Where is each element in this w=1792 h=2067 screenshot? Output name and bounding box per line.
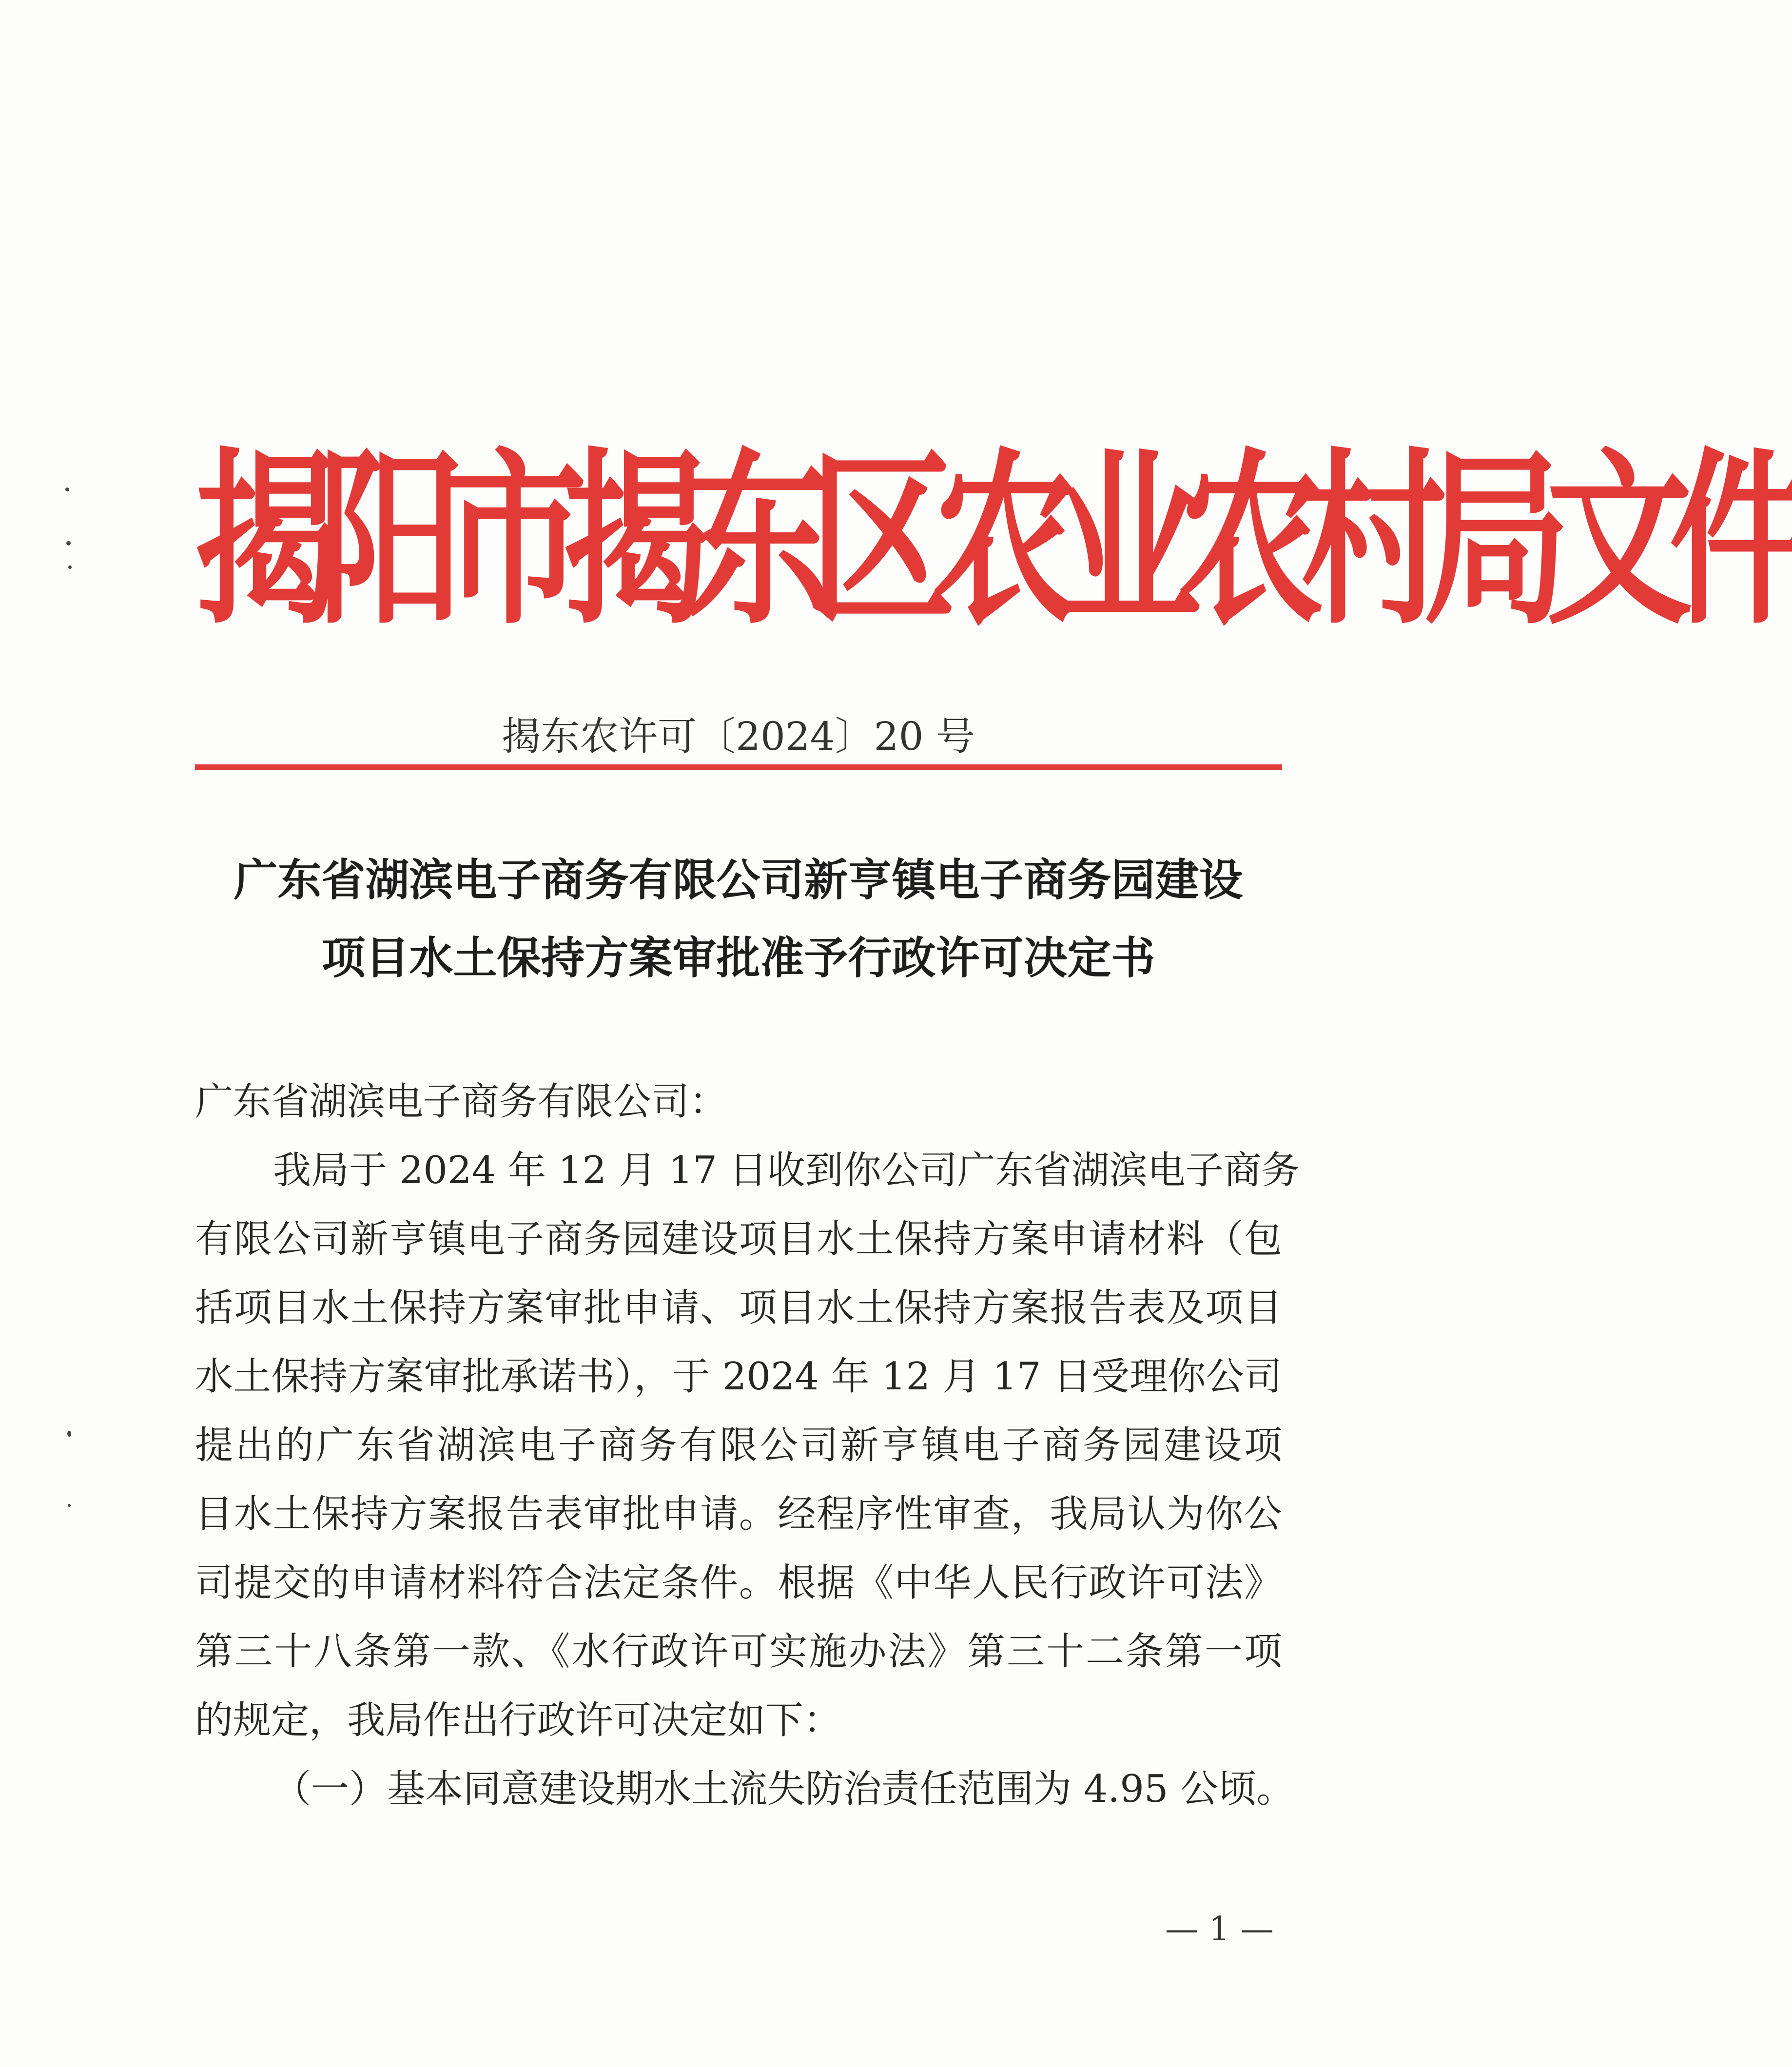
page-number: — 1 — <box>1165 1910 1274 1949</box>
paragraph-line: 括项目水土保持方案审批申请、项目水土保持方案报告表及项目 <box>195 1286 1282 1330</box>
decision-title-line-1: 广东省湖滨电子商务有限公司新亨镇电子商务园建设 <box>234 854 1243 906</box>
scan-speck <box>67 1431 71 1437</box>
paragraph-line: 司提交的申请材料符合法定条件。根据《中华人民行政许可法》 <box>195 1561 1282 1605</box>
decision-item-1: （一）基本同意建设期水土流失防治责任范围为 4.95 公顷。 <box>273 1767 1295 1811</box>
paragraph-line: 提出的广东省湖滨电子商务有限公司新亨镇电子商务园建设项 <box>195 1424 1282 1467</box>
scan-specks <box>63 488 78 1560</box>
issuing-authority-title: 揭阳市揭东区农业农村局文件 <box>195 432 1792 650</box>
paragraph-line: 水土保持方案审批承诺书），于 2024 年 12 月 17 日受理你公司 <box>195 1355 1282 1399</box>
paragraph-line: 第三十八条第一款、《水行政许可实施办法》第三十二条第一项 <box>195 1630 1282 1674</box>
scan-speck <box>65 488 69 491</box>
red-separator-line <box>195 764 1282 770</box>
paragraph-line: 的规定，我局作出行政许可决定如下： <box>195 1698 842 1742</box>
paragraph-line: 目水土保持方案报告表审批申请。经程序性审查，我局认为你公 <box>195 1492 1282 1536</box>
scan-speck <box>68 566 72 569</box>
paragraph-line: 有限公司新亨镇电子商务园建设项目水土保持方案申请材料（包 <box>195 1217 1282 1261</box>
decision-title-line-2: 项目水土保持方案审批准予行政许可决定书 <box>321 932 1155 984</box>
addressee: 广东省湖滨电子商务有限公司： <box>195 1080 728 1124</box>
scan-speck <box>68 1504 71 1507</box>
document-number: 揭东农许可〔2024〕20 号 <box>502 714 975 759</box>
scan-speck <box>66 541 71 546</box>
paragraph-line: 我局于 2024 年 12 月 17 日收到你公司广东省湖滨电子商务 <box>273 1149 1300 1192</box>
document-body <box>195 1068 1300 1824</box>
